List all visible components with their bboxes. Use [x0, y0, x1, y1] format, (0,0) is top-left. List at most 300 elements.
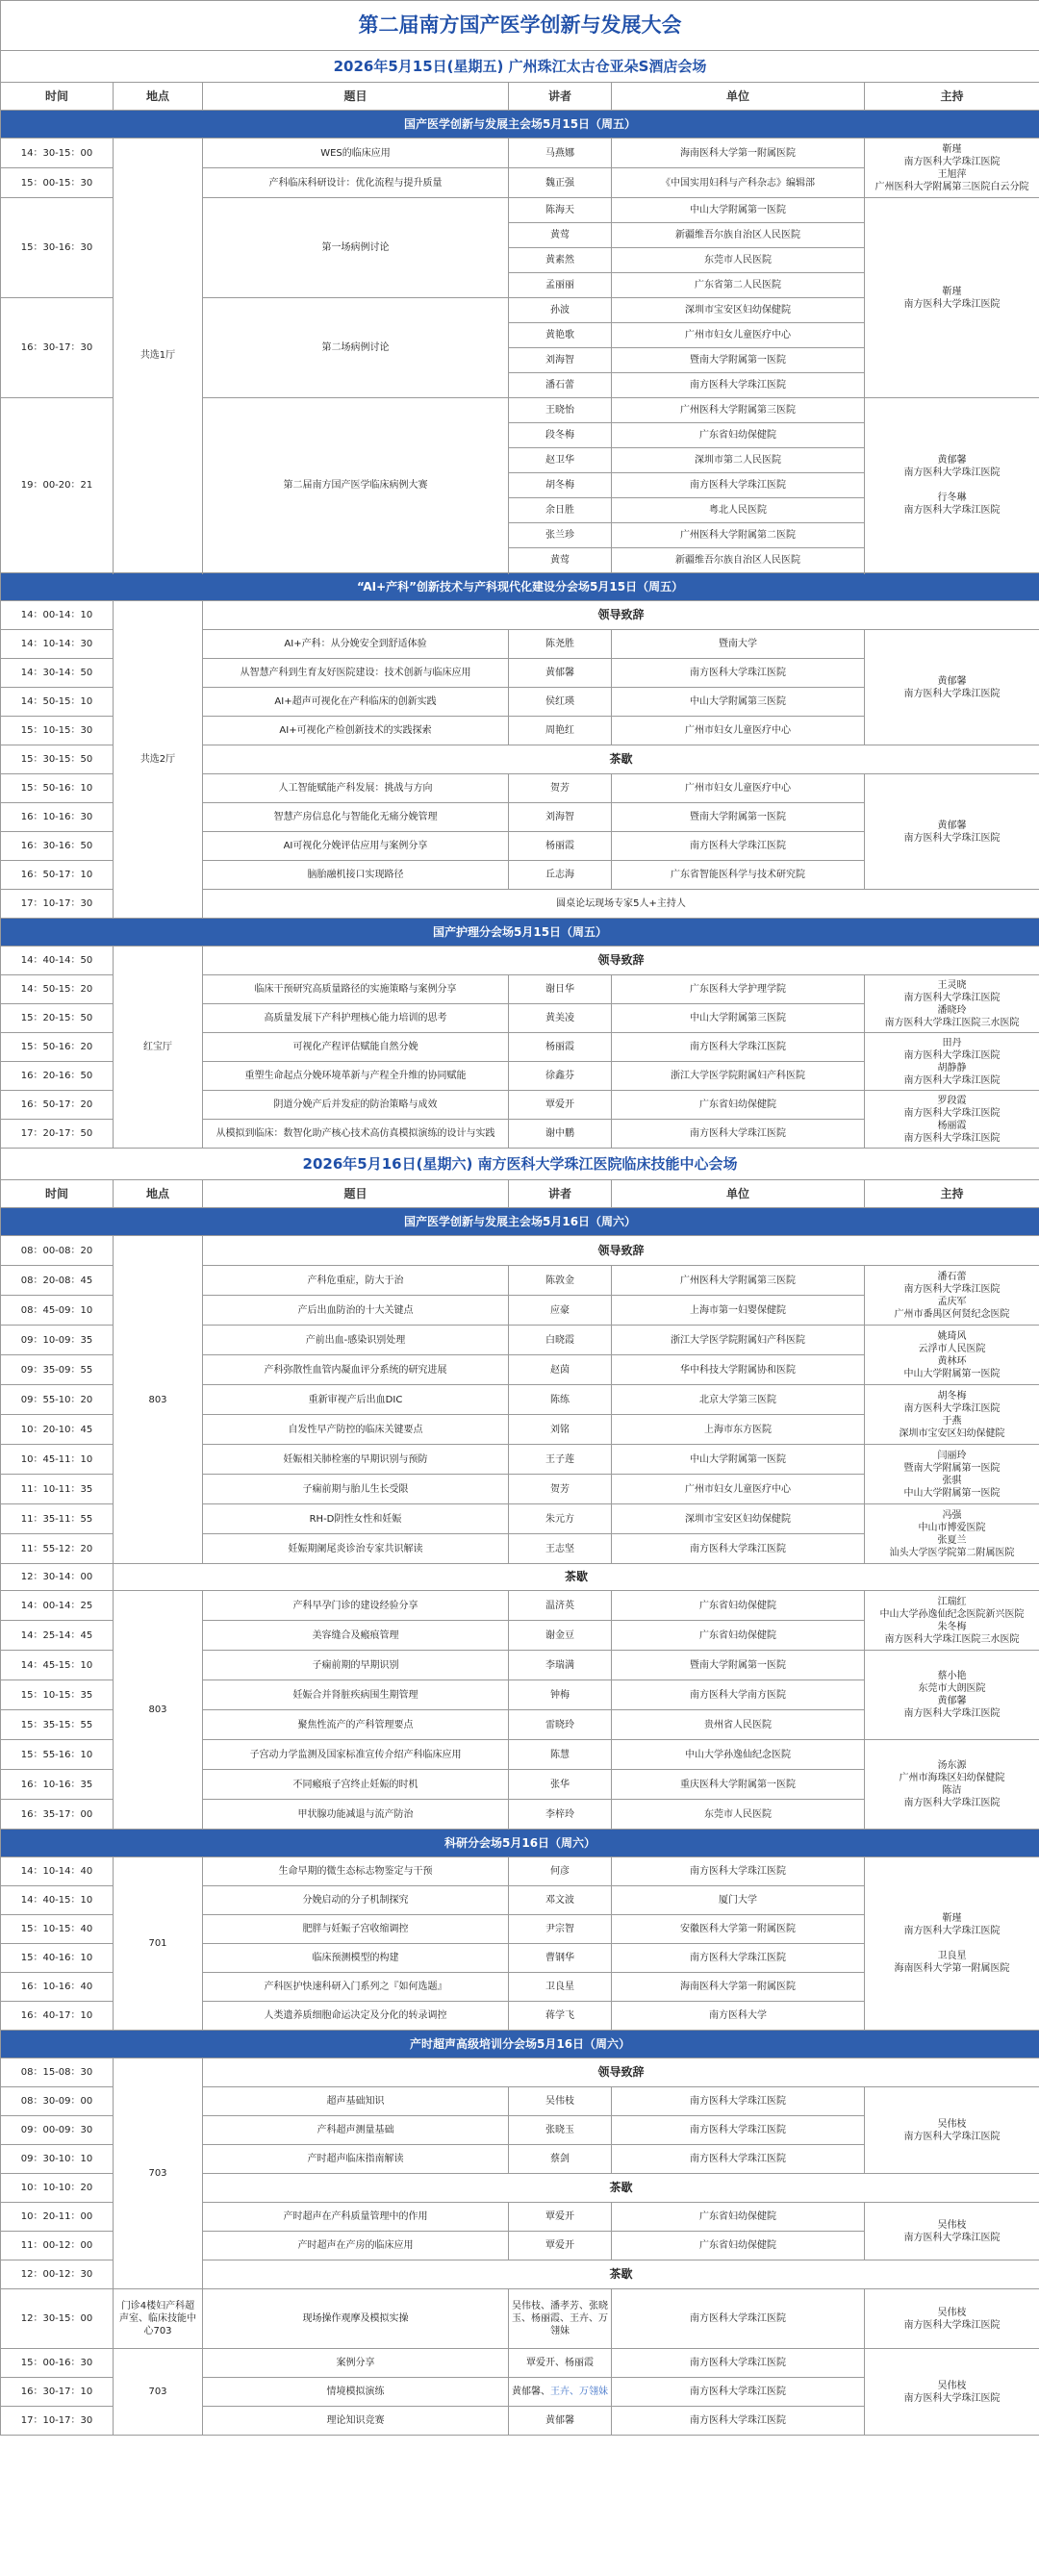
unit-cell: 新疆维吾尔族自治区人民医院 — [612, 548, 865, 573]
speaker-cell: 黄美凌 — [509, 1004, 612, 1033]
time-cell: 12：30-15：00 — [1, 2289, 114, 2349]
speaker-cell: 刘海智 — [509, 348, 612, 373]
unit-cell: 广州市妇女儿童医疗中心 — [612, 717, 865, 745]
topic-cell: 可视化产程评估赋能自然分娩 — [203, 1033, 509, 1062]
topic-cell: 美容缝合及瘢痕管理 — [203, 1621, 509, 1651]
col-unit: 单位 — [612, 83, 865, 111]
col-time: 时间 — [1, 1180, 114, 1208]
unit-cell: 广州市妇女儿童医疗中心 — [612, 774, 865, 803]
time-cell: 09：00-09：30 — [1, 2116, 114, 2145]
topic-cell: 高质量发展下产科护理核心能力培训的思考 — [203, 1004, 509, 1033]
time-cell: 08：15-08：30 — [1, 2058, 114, 2087]
time-cell: 15：30-15：50 — [1, 745, 114, 774]
tea-break-cell: 茶歇 — [114, 1564, 1039, 1591]
unit-cell: 南方医科大学珠江医院 — [612, 1944, 865, 1973]
time-cell: 09：55-10：20 — [1, 1385, 114, 1415]
unit-cell: 中山大学孙逸仙纪念医院 — [612, 1740, 865, 1770]
speaker-cell: 覃爱开 — [509, 1091, 612, 1120]
time-cell: 17：10-17：30 — [1, 890, 114, 919]
topic-cell: AI+产科：从分娩安全到舒适体验 — [203, 630, 509, 659]
speaker-cell: 尹宗智 — [509, 1915, 612, 1944]
time-cell: 12：30-14：00 — [1, 1564, 114, 1591]
unit-cell: 广东省妇幼保健院 — [612, 2203, 865, 2232]
topic-cell: 产科弥散性血管内凝血评分系统的研究进展 — [203, 1355, 509, 1385]
speaker-extra-text: 王卉、万翎妹 — [550, 2387, 608, 2397]
speaker-cell: 卫良星 — [509, 1973, 612, 2002]
topic-cell: 妊娠合并肾脏疾病围生期管理 — [203, 1680, 509, 1710]
topic-cell: 第二场病例讨论 — [203, 298, 509, 398]
time-cell: 16：30-16：50 — [1, 832, 114, 861]
unit-cell: 浙江大学医学院附属妇产科医院 — [612, 1062, 865, 1091]
speaker-cell: 徐鑫芬 — [509, 1062, 612, 1091]
speaker-text: 黄郁馨、 — [512, 2387, 550, 2397]
time-cell: 16：10-16：30 — [1, 803, 114, 832]
unit-cell: 南方医科大学珠江医院 — [612, 2378, 865, 2407]
topic-cell: 重新审视产后出血DIC — [203, 1385, 509, 1415]
topic-cell: 情境模拟演练 — [203, 2378, 509, 2407]
topic-cell: 第一场病例讨论 — [203, 198, 509, 298]
speaker-cell: 王晓怡 — [509, 398, 612, 423]
col-place: 地点 — [114, 83, 203, 111]
speaker-cell: 覃爱开、杨丽霞 — [509, 2349, 612, 2378]
topic-cell: 分娩启动的分子机制探究 — [203, 1886, 509, 1915]
topic-cell: 产科早孕门诊的建设经验分享 — [203, 1591, 509, 1621]
time-cell: 11：55-12：20 — [1, 1534, 114, 1564]
time-cell: 14：30-15：00 — [1, 139, 114, 168]
speaker-cell: 潘石蕾 — [509, 373, 612, 398]
host-cell: 田丹 南方医科大学珠江医院 胡静静 南方医科大学珠江医院 — [865, 1033, 1039, 1091]
time-cell: 10：20-11：00 — [1, 2203, 114, 2232]
time-cell: 16：10-16：35 — [1, 1770, 114, 1800]
speaker-cell: 谢中鹏 — [509, 1120, 612, 1149]
time-cell: 09：30-10：10 — [1, 2145, 114, 2174]
time-cell: 14：00-14：10 — [1, 601, 114, 630]
topic-cell: 妊娠期阑尾炎诊治专家共识解读 — [203, 1534, 509, 1564]
time-cell: 16：20-16：50 — [1, 1062, 114, 1091]
speaker-cell: 覃爱开 — [509, 2203, 612, 2232]
unit-cell: 广东医科大学护理学院 — [612, 975, 865, 1004]
welcome-cell: 领导致辞 — [203, 947, 1039, 975]
topic-cell: 案例分享 — [203, 2349, 509, 2378]
topic-cell: 生命早期的微生态标志物鉴定与干预 — [203, 1857, 509, 1886]
topic-cell: 产科超声测量基础 — [203, 2116, 509, 2145]
time-cell: 14：10-14：40 — [1, 1857, 114, 1886]
unit-cell: 华中科技大学附属协和医院 — [612, 1355, 865, 1385]
welcome-cell: 领导致辞 — [203, 1236, 1039, 1266]
unit-cell: 深圳市宝安区妇幼保健院 — [612, 298, 865, 323]
section-title: 国产医学创新与发展主会场5月15日（周五） — [1, 111, 1039, 139]
unit-cell: 海南医科大学第一附属医院 — [612, 1973, 865, 2002]
topic-cell: 产科临床科研设计：优化流程与提升质量 — [203, 168, 509, 198]
speaker-cell: 刘铭 — [509, 1415, 612, 1445]
host-cell: 黄郁馨 南方医科大学珠江医院 — [865, 630, 1039, 745]
speaker-cell: 段冬梅 — [509, 423, 612, 448]
page-title: 第二届南方国产医学创新与发展大会 — [1, 1, 1039, 51]
speaker-cell: 李瑞满 — [509, 1651, 612, 1680]
speaker-cell: 雷晓玲 — [509, 1710, 612, 1740]
speaker-cell: 侯红瑛 — [509, 688, 612, 717]
speaker-cell: 覃爱开 — [509, 2232, 612, 2260]
topic-cell: 聚焦性流产的产科管理要点 — [203, 1710, 509, 1740]
speaker-cell: 胡冬梅 — [509, 473, 612, 498]
unit-cell: 广东省妇幼保健院 — [612, 423, 865, 448]
speaker-cell — [509, 2378, 612, 2407]
unit-cell: 《中国实用妇科与产科杂志》编辑部 — [612, 168, 865, 198]
time-cell: 15：50-16：10 — [1, 774, 114, 803]
topic-cell: WES的临床应用 — [203, 139, 509, 168]
time-cell: 08：20-08：45 — [1, 1266, 114, 1296]
unit-cell: 浙江大学医学院附属妇产科医院 — [612, 1326, 865, 1355]
time-cell: 09：35-09：55 — [1, 1355, 114, 1385]
unit-cell: 海南医科大学第一附属医院 — [612, 139, 865, 168]
unit-cell: 南方医科大学南方医院 — [612, 1680, 865, 1710]
time-cell: 15：35-15：55 — [1, 1710, 114, 1740]
speaker-cell: 魏正强 — [509, 168, 612, 198]
time-cell: 14：50-15：10 — [1, 688, 114, 717]
unit-cell: 粤北人民医院 — [612, 498, 865, 523]
host-cell: 吴伟枝 南方医科大学珠江医院 — [865, 2203, 1039, 2260]
unit-cell: 南方医科大学珠江医院 — [612, 1534, 865, 1564]
room-cell: 703 — [114, 2058, 203, 2289]
unit-cell: 南方医科大学珠江医院 — [612, 2289, 865, 2349]
section-title: 产时超声高级培训分会场5月16日（周六） — [1, 2031, 1039, 2058]
time-cell: 16：50-17：20 — [1, 1091, 114, 1120]
topic-cell: 子宫动力学监测及国家标准宣传介绍产科临床应用 — [203, 1740, 509, 1770]
time-cell: 16：40-17：10 — [1, 2002, 114, 2031]
speaker-cell: 王志坚 — [509, 1534, 612, 1564]
topic-cell: 自发性早产防控的临床关键要点 — [203, 1415, 509, 1445]
speaker-cell: 温济英 — [509, 1591, 612, 1621]
unit-cell: 中山大学附属第三医院 — [612, 1004, 865, 1033]
speaker-cell: 陈尧胜 — [509, 630, 612, 659]
col-speaker: 讲者 — [509, 83, 612, 111]
unit-cell: 中山大学附属第三医院 — [612, 688, 865, 717]
topic-cell: 从智慧产科到生育友好医院建设：技术创新与临床应用 — [203, 659, 509, 688]
topic-cell: 智慧产房信息化与智能化无痛分娩管理 — [203, 803, 509, 832]
unit-cell: 上海市东方医院 — [612, 1415, 865, 1445]
speaker-cell: 陈敦金 — [509, 1266, 612, 1296]
speaker-cell: 何彦 — [509, 1857, 612, 1886]
topic-cell: 临床干预研究高质量路径的实施策略与案例分享 — [203, 975, 509, 1004]
time-cell: 11：10-11：35 — [1, 1475, 114, 1504]
unit-cell: 暨南大学附属第一医院 — [612, 1651, 865, 1680]
topic-cell: 妊娠相关肺栓塞的早期识别与预防 — [203, 1445, 509, 1475]
speaker-cell: 蒋学飞 — [509, 2002, 612, 2031]
col-topic: 题目 — [203, 1180, 509, 1208]
speaker-cell: 邓文波 — [509, 1886, 612, 1915]
unit-cell: 南方医科大学珠江医院 — [612, 1120, 865, 1149]
topic-cell: 产后出血防治的十大关键点 — [203, 1296, 509, 1326]
section-title: 科研分会场5月16日（周六） — [1, 1830, 1039, 1857]
unit-cell: 广州医科大学附属第三医院 — [612, 398, 865, 423]
speaker-cell: 余日胜 — [509, 498, 612, 523]
speaker-cell: 杨丽霞 — [509, 832, 612, 861]
room-cell: 703 — [114, 2349, 203, 2436]
speaker-cell: 张晓玉 — [509, 2116, 612, 2145]
time-cell: 12：00-12：30 — [1, 2260, 114, 2289]
unit-cell: 广州市妇女儿童医疗中心 — [612, 1475, 865, 1504]
unit-cell: 南方医科大学珠江医院 — [612, 473, 865, 498]
host-cell: 靳瑾 南方医科大学珠江医院 — [865, 198, 1039, 398]
speaker-cell: 朱元方 — [509, 1504, 612, 1534]
topic-cell: 临床预测模型的构建 — [203, 1944, 509, 1973]
time-cell: 14：40-15：10 — [1, 1886, 114, 1915]
time-cell: 16：10-16：40 — [1, 1973, 114, 2002]
unit-cell: 南方医科大学珠江医院 — [612, 1857, 865, 1886]
time-cell: 11：00-12：00 — [1, 2232, 114, 2260]
day1-venue-title: 2026年5月15日(星期五) 广州珠江太古仓亚朵S酒店会场 — [1, 51, 1039, 83]
speaker-cell: 蔡剑 — [509, 2145, 612, 2174]
topic-cell: 阴道分娩产后并发症的防治策略与成效 — [203, 1091, 509, 1120]
time-cell: 15：30-16：30 — [1, 198, 114, 298]
speaker-cell: 李梓玲 — [509, 1800, 612, 1830]
topic-cell: AI+可视化产检创新技术的实践探索 — [203, 717, 509, 745]
section-title: “AI+产科”创新技术与产科现代化建设分会场5月15日（周五） — [1, 573, 1039, 601]
col-topic: 题目 — [203, 83, 509, 111]
topic-cell: 产时超声在产科质量管理中的作用 — [203, 2203, 509, 2232]
room-cell: 803 — [114, 1591, 203, 1830]
time-cell: 09：10-09：35 — [1, 1326, 114, 1355]
speaker-cell: 黄郁馨 — [509, 659, 612, 688]
unit-cell: 深圳市宝安区妇幼保健院 — [612, 1504, 865, 1534]
room-cell: 共选1厅 — [114, 139, 203, 573]
col-time: 时间 — [1, 83, 114, 111]
topic-cell: AI可视化分娩评估应用与案例分享 — [203, 832, 509, 861]
topic-cell: 产时超声在产房的临床应用 — [203, 2232, 509, 2260]
time-cell: 11：35-11：55 — [1, 1504, 114, 1534]
time-cell: 14：30-14：50 — [1, 659, 114, 688]
time-cell: 10：20-10：45 — [1, 1415, 114, 1445]
time-cell: 16：35-17：00 — [1, 1800, 114, 1830]
time-cell: 14：45-15：10 — [1, 1651, 114, 1680]
room-cell: 701 — [114, 1857, 203, 2031]
section-title: 国产护理分会场5月15日（周五） — [1, 919, 1039, 947]
speaker-cell: 陈练 — [509, 1385, 612, 1415]
tea-break-cell: 茶歇 — [203, 2174, 1039, 2203]
time-cell: 10：45-11：10 — [1, 1445, 114, 1475]
host-cell: 胡冬梅 南方医科大学珠江医院 于燕 深圳市宝安区妇幼保健院 — [865, 1385, 1039, 1445]
unit-cell: 南方医科大学珠江医院 — [612, 2407, 865, 2436]
speaker-cell: 黄莺 — [509, 548, 612, 573]
unit-cell: 南方医科大学 — [612, 2002, 865, 2031]
unit-cell: 暨南大学附属第一医院 — [612, 803, 865, 832]
topic-cell: 不同瘢痕子宫终止妊娠的时机 — [203, 1770, 509, 1800]
speaker-cell: 贺芳 — [509, 1475, 612, 1504]
host-cell: 冯强 中山市博爱医院 张夏兰 汕头大学医学院第二附属医院 — [865, 1504, 1039, 1564]
unit-cell: 广东省智能医科学与技术研究院 — [612, 861, 865, 890]
topic-cell: 人类遗养质细胞命运决定及分化的转录调控 — [203, 2002, 509, 2031]
time-cell: 15：10-15：35 — [1, 1680, 114, 1710]
col-speaker: 讲者 — [509, 1180, 612, 1208]
unit-cell: 广州医科大学附属第二医院 — [612, 523, 865, 548]
unit-cell: 南方医科大学珠江医院 — [612, 659, 865, 688]
tea-break-cell: 茶歇 — [203, 745, 1039, 774]
time-cell: 17：10-17：30 — [1, 2407, 114, 2436]
speaker-cell: 张兰珍 — [509, 523, 612, 548]
time-cell: 15：55-16：10 — [1, 1740, 114, 1770]
time-cell: 16：30-17：30 — [1, 298, 114, 398]
topic-cell: AI+超声可视化在产科临床的创新实践 — [203, 688, 509, 717]
speaker-cell: 谢金豆 — [509, 1621, 612, 1651]
speaker-cell: 曹钢华 — [509, 1944, 612, 1973]
unit-cell: 重庆医科大学附属第一医院 — [612, 1770, 865, 1800]
topic-cell: 从模拟到临床：数智化助产核心技术高仿真模拟演练的设计与实践 — [203, 1120, 509, 1149]
room-cell: 803 — [114, 1236, 203, 1564]
host-cell: 汤东源 广州市海珠区妇幼保健院 陈洁 南方医科大学珠江医院 — [865, 1740, 1039, 1830]
time-cell: 14：50-15：20 — [1, 975, 114, 1004]
speaker-cell: 周艳红 — [509, 717, 612, 745]
host-cell: 潘石蕾 南方医科大学珠江医院 孟庆军 广州市番禺区何贤纪念医院 — [865, 1266, 1039, 1326]
topic-cell: 脑胎融机接口实现路径 — [203, 861, 509, 890]
header-row — [1, 83, 1039, 111]
speaker-cell: 丘志海 — [509, 861, 612, 890]
unit-cell: 中山大学附属第一医院 — [612, 1445, 865, 1475]
unit-cell: 暨南大学附属第一医院 — [612, 348, 865, 373]
unit-cell: 南方医科大学珠江医院 — [612, 1033, 865, 1062]
unit-cell: 安徽医科大学第一附属医院 — [612, 1915, 865, 1944]
topic-cell: 子痫前期与胎儿生长受限 — [203, 1475, 509, 1504]
speaker-cell: 白晓霞 — [509, 1326, 612, 1355]
unit-cell: 上海市第一妇婴保健院 — [612, 1296, 865, 1326]
unit-cell: 贵州省人民医院 — [612, 1710, 865, 1740]
host-cell: 吴伟枝 南方医科大学珠江医院 — [865, 2289, 1039, 2349]
col-place: 地点 — [114, 1180, 203, 1208]
time-cell: 10：10-10：20 — [1, 2174, 114, 2203]
col-host: 主持 — [865, 83, 1039, 111]
day2-venue-title: 2026年5月16日(星期六) 南方医科大学珠江医院临床技能中心会场 — [1, 1149, 1039, 1180]
unit-cell: 广东省妇幼保健院 — [612, 2232, 865, 2260]
time-cell: 14：00-14：25 — [1, 1591, 114, 1621]
topic-cell: 子痫前期的早期识别 — [203, 1651, 509, 1680]
time-cell: 16：30-17：10 — [1, 2378, 114, 2407]
speaker-cell: 应豪 — [509, 1296, 612, 1326]
topic-cell: 重塑生命起点分娩环境革新与产程全升维的协同赋能 — [203, 1062, 509, 1091]
unit-cell: 东莞市人民医院 — [612, 248, 865, 273]
speaker-cell: 吴伟枝、潘孝芳、张晓玉、杨丽霞、王卉、万翎妹 — [509, 2289, 612, 2349]
unit-cell: 中山大学附属第一医院 — [612, 198, 865, 223]
host-cell: 王灵晓 南方医科大学珠江医院 潘晓玲 南方医科大学珠江医院三水医院 — [865, 975, 1039, 1033]
header-row — [1, 1180, 1039, 1208]
unit-cell: 广州市妇女儿童医疗中心 — [612, 323, 865, 348]
unit-cell: 南方医科大学珠江医院 — [612, 2349, 865, 2378]
speaker-cell: 孙波 — [509, 298, 612, 323]
unit-cell: 厦门大学 — [612, 1886, 865, 1915]
time-cell: 14：10-14：30 — [1, 630, 114, 659]
time-cell: 14：25-14：45 — [1, 1621, 114, 1651]
speaker-cell: 黄郁馨 — [509, 2407, 612, 2436]
unit-cell: 广东省第二人民医院 — [612, 273, 865, 298]
time-cell: 15：40-16：10 — [1, 1944, 114, 1973]
speaker-cell: 赵茵 — [509, 1355, 612, 1385]
room-cell: 红宝厅 — [114, 947, 203, 1149]
room-cell: 门诊4楼妇产科超声室、临床技能中心703 — [114, 2289, 203, 2349]
unit-cell: 暨南大学 — [612, 630, 865, 659]
unit-cell: 广州医科大学附属第三医院 — [612, 1266, 865, 1296]
host-cell: 闫丽玲 暨南大学附属第一医院 张骐 中山大学附属第一医院 — [865, 1445, 1039, 1504]
host-cell: 江瑞红 中山大学孙逸仙纪念医院新兴医院 朱冬梅 南方医科大学珠江医院三水医院 — [865, 1591, 1039, 1651]
speaker-cell: 陈海天 — [509, 198, 612, 223]
topic-cell: 肥胖与妊娠子宫收缩调控 — [203, 1915, 509, 1944]
unit-cell: 南方医科大学珠江医院 — [612, 373, 865, 398]
speaker-cell: 谢日华 — [509, 975, 612, 1004]
time-cell: 17：20-17：50 — [1, 1120, 114, 1149]
topic-cell: 现场操作观摩及模拟实操 — [203, 2289, 509, 2349]
topic-cell: 理论知识竞赛 — [203, 2407, 509, 2436]
col-host: 主持 — [865, 1180, 1039, 1208]
time-cell: 08：45-09：10 — [1, 1296, 114, 1326]
speaker-cell: 黄艳歌 — [509, 323, 612, 348]
time-cell: 15：10-15：40 — [1, 1915, 114, 1944]
unit-cell: 东莞市人民医院 — [612, 1800, 865, 1830]
host-cell: 黄郁馨 南方医科大学珠江医院 — [865, 774, 1039, 890]
unit-cell: 北京大学第三医院 — [612, 1385, 865, 1415]
host-cell: 靳瑾 南方医科大学珠江医院 王旭萍 广州医科大学附属第三医院白云分院 — [865, 139, 1039, 198]
speaker-cell: 刘海智 — [509, 803, 612, 832]
unit-cell: 广东省妇幼保健院 — [612, 1621, 865, 1651]
welcome-cell: 领导致辞 — [203, 2058, 1039, 2087]
roundtable-cell: 圆桌论坛现场专家5人+主持人 — [203, 890, 1039, 919]
room-cell: 共选2厅 — [114, 601, 203, 919]
speaker-cell: 黄莺 — [509, 223, 612, 248]
speaker-cell: 陈慧 — [509, 1740, 612, 1770]
time-cell: 15：10-15：30 — [1, 717, 114, 745]
speaker-cell: 杨丽霞 — [509, 1033, 612, 1062]
unit-cell: 南方医科大学珠江医院 — [612, 2087, 865, 2116]
time-cell: 08：30-09：00 — [1, 2087, 114, 2116]
topic-cell: 产科医护快速科研入门系列之『如何选题』 — [203, 1973, 509, 2002]
time-cell: 14：40-14：50 — [1, 947, 114, 975]
unit-cell: 广东省妇幼保健院 — [612, 1591, 865, 1621]
topic-cell: 产前出血-感染识别处理 — [203, 1326, 509, 1355]
unit-cell: 南方医科大学珠江医院 — [612, 2145, 865, 2174]
topic-cell: 甲状腺功能减退与流产防治 — [203, 1800, 509, 1830]
host-cell: 姚琦风 云浮市人民医院 黄林环 中山大学附属第一医院 — [865, 1326, 1039, 1385]
time-cell: 08：00-08：20 — [1, 1236, 114, 1266]
host-cell: 吴伟枝 南方医科大学珠江医院 — [865, 2087, 1039, 2174]
topic-cell: 第二届南方国产医学临床病例大赛 — [203, 398, 509, 573]
time-cell: 15：20-15：50 — [1, 1004, 114, 1033]
unit-cell: 新疆维吾尔族自治区人民医院 — [612, 223, 865, 248]
section-title: 国产医学创新与发展主会场5月16日（周六） — [1, 1208, 1039, 1236]
unit-cell: 南方医科大学珠江医院 — [612, 2116, 865, 2145]
speaker-cell: 钟梅 — [509, 1680, 612, 1710]
speaker-cell: 黄素然 — [509, 248, 612, 273]
welcome-cell: 领导致辞 — [203, 601, 1039, 630]
host-cell: 罗段霞 南方医科大学珠江医院 杨丽霞 南方医科大学珠江医院 — [865, 1091, 1039, 1149]
topic-cell: RH-D阴性女性和妊娠 — [203, 1504, 509, 1534]
speaker-cell: 吴伟枝 — [509, 2087, 612, 2116]
speaker-cell: 贺芳 — [509, 774, 612, 803]
topic-cell: 产时超声临床指南解读 — [203, 2145, 509, 2174]
topic-cell: 超声基础知识 — [203, 2087, 509, 2116]
topic-cell: 人工智能赋能产科发展：挑战与方向 — [203, 774, 509, 803]
time-cell: 15：00-16：30 — [1, 2349, 114, 2378]
tea-break-cell: 茶歇 — [203, 2260, 1039, 2289]
host-cell: 吴伟枝 南方医科大学珠江医院 — [865, 2349, 1039, 2436]
col-unit: 单位 — [612, 1180, 865, 1208]
unit-cell: 广东省妇幼保健院 — [612, 1091, 865, 1120]
speaker-cell: 张华 — [509, 1770, 612, 1800]
time-cell: 15：50-16：20 — [1, 1033, 114, 1062]
speaker-cell: 王子莲 — [509, 1445, 612, 1475]
host-cell: 蔡小艳 东莞市大朗医院 黄郁馨 南方医科大学珠江医院 — [865, 1651, 1039, 1740]
host-cell: 靳瑾 南方医科大学珠江医院 卫良星 海南医科大学第一附属医院 — [865, 1857, 1039, 2031]
unit-cell: 深圳市第二人民医院 — [612, 448, 865, 473]
speaker-cell: 赵卫华 — [509, 448, 612, 473]
host-cell: 黄郁馨 南方医科大学珠江医院 行冬琳 南方医科大学珠江医院 — [865, 398, 1039, 573]
time-cell: 19：00-20：21 — [1, 398, 114, 573]
time-cell: 16：50-17：10 — [1, 861, 114, 890]
